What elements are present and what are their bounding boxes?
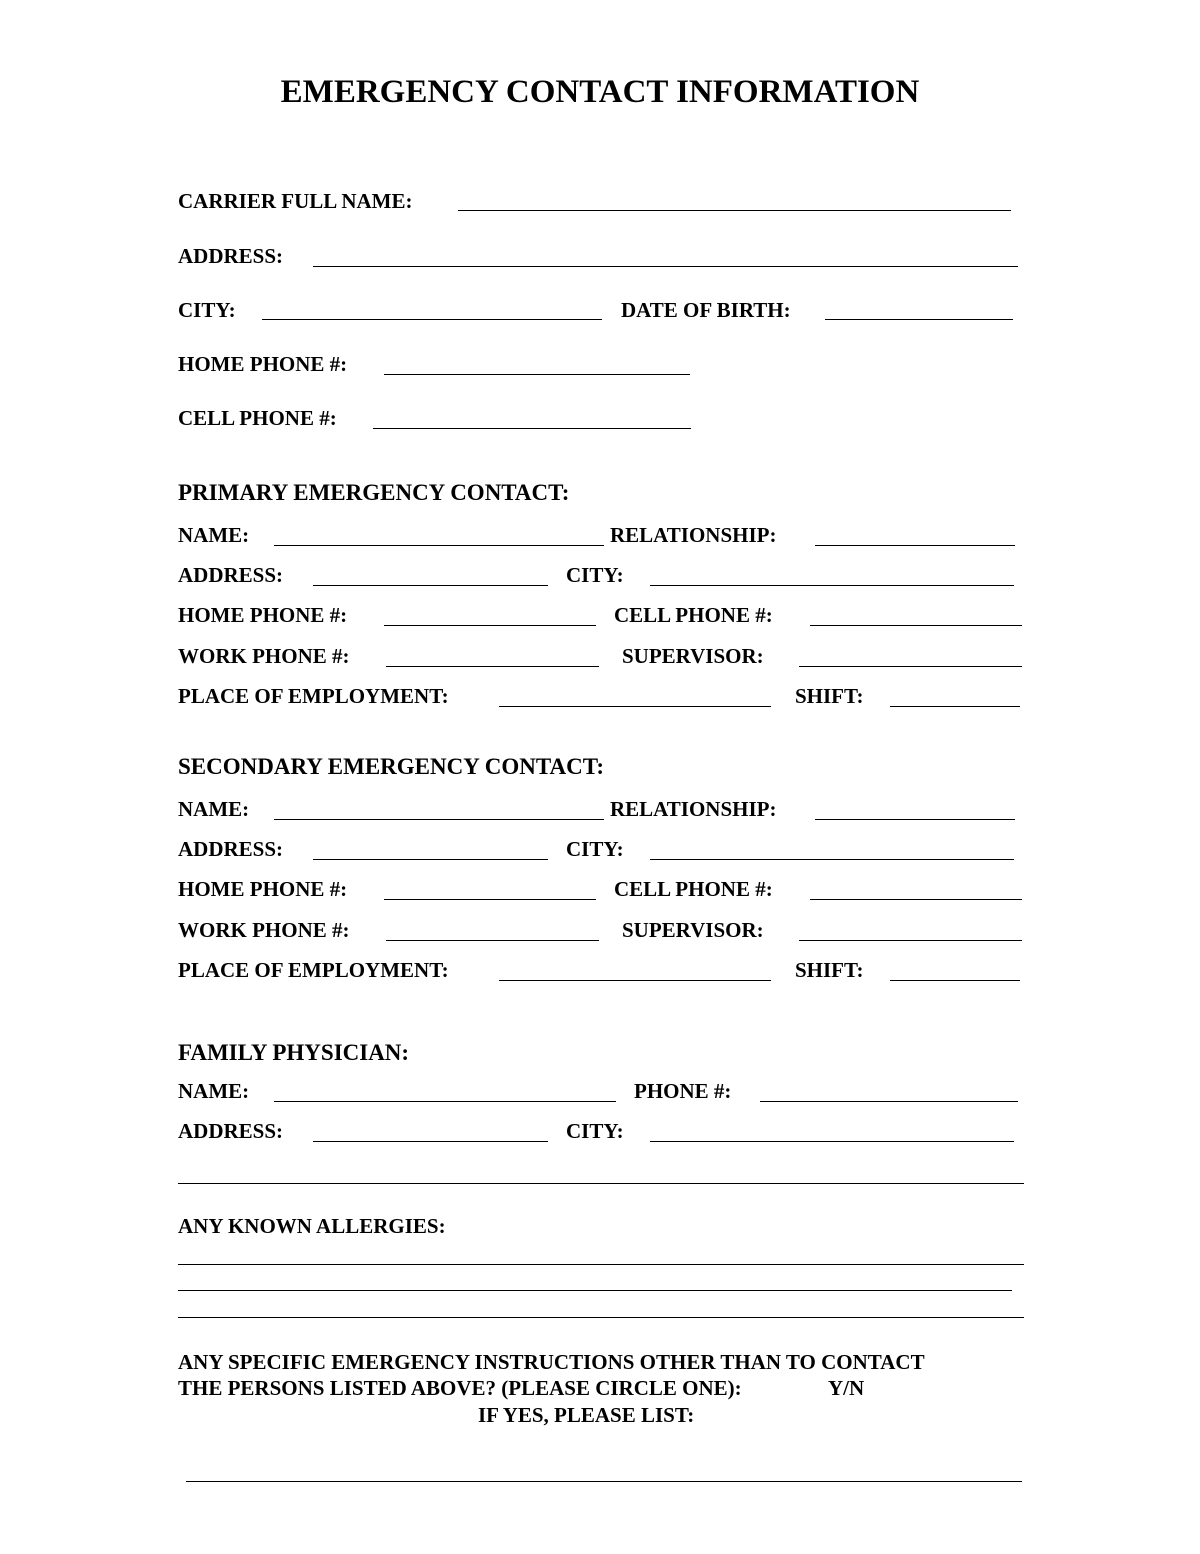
secondary-name-label: NAME: bbox=[178, 797, 250, 821]
primary-relationship-label: RELATIONSHIP: bbox=[610, 523, 777, 547]
primary-employment-label: PLACE OF EMPLOYMENT: bbox=[178, 684, 449, 708]
secondary-cell-phone-field[interactable] bbox=[810, 899, 1022, 900]
carrier-full-name-label: CARRIER FULL NAME: bbox=[178, 189, 413, 213]
secondary-cell-phone-label: CELL PHONE #: bbox=[614, 877, 773, 901]
secondary-home-phone-label: HOME PHONE #: bbox=[178, 877, 348, 901]
allergies-line-1[interactable] bbox=[178, 1264, 1024, 1265]
primary-supervisor-field[interactable] bbox=[799, 666, 1022, 667]
carrier-cell-phone-field[interactable] bbox=[373, 428, 691, 429]
primary-address-field[interactable] bbox=[313, 585, 548, 586]
secondary-employment-field[interactable] bbox=[499, 980, 771, 981]
secondary-city-field[interactable] bbox=[650, 859, 1014, 860]
page-title: EMERGENCY CONTACT INFORMATION bbox=[280, 74, 920, 110]
secondary-home-phone-field[interactable] bbox=[384, 899, 596, 900]
primary-employment-field[interactable] bbox=[499, 706, 771, 707]
primary-work-phone-label: WORK PHONE #: bbox=[178, 644, 350, 668]
physician-heading: FAMILY PHYSICIAN: bbox=[178, 1040, 410, 1065]
secondary-name-field[interactable] bbox=[274, 819, 604, 820]
primary-home-phone-label: HOME PHONE #: bbox=[178, 603, 348, 627]
secondary-work-phone-field[interactable] bbox=[386, 940, 599, 941]
secondary-supervisor-label: SUPERVISOR: bbox=[622, 918, 764, 942]
physician-address-field[interactable] bbox=[313, 1141, 548, 1142]
secondary-address-field[interactable] bbox=[313, 859, 548, 860]
physician-name-field[interactable] bbox=[274, 1101, 616, 1102]
carrier-dob-field[interactable] bbox=[825, 319, 1013, 320]
carrier-city-label: CITY: bbox=[178, 298, 236, 322]
secondary-city-label: CITY: bbox=[566, 837, 624, 861]
primary-work-phone-field[interactable] bbox=[386, 666, 599, 667]
primary-city-field[interactable] bbox=[650, 585, 1014, 586]
allergies-line-3[interactable] bbox=[178, 1317, 1024, 1318]
carrier-full-name-field[interactable] bbox=[458, 210, 1011, 211]
primary-name-field[interactable] bbox=[274, 545, 604, 546]
primary-home-phone-field[interactable] bbox=[384, 625, 596, 626]
physician-city-field[interactable] bbox=[650, 1141, 1014, 1142]
instructions-line-1: ANY SPECIFIC EMERGENCY INSTRUCTIONS OTHER THAN TO CONTACT bbox=[178, 1350, 925, 1374]
primary-shift-field[interactable] bbox=[890, 706, 1020, 707]
carrier-address-field[interactable] bbox=[313, 266, 1018, 267]
primary-contact-heading: PRIMARY EMERGENCY CONTACT: bbox=[178, 480, 570, 505]
secondary-relationship-field[interactable] bbox=[815, 819, 1015, 820]
carrier-home-phone-label: HOME PHONE #: bbox=[178, 352, 348, 376]
yes-no-choice[interactable]: Y/N bbox=[828, 1376, 865, 1400]
primary-relationship-field[interactable] bbox=[815, 545, 1015, 546]
physician-phone-label: PHONE #: bbox=[634, 1079, 732, 1103]
primary-shift-label: SHIFT: bbox=[795, 684, 864, 708]
instructions-list-line[interactable] bbox=[186, 1481, 1022, 1482]
secondary-contact-heading: SECONDARY EMERGENCY CONTACT: bbox=[178, 754, 604, 779]
primary-supervisor-label: SUPERVISOR: bbox=[622, 644, 764, 668]
primary-address-label: ADDRESS: bbox=[178, 563, 284, 587]
carrier-home-phone-field[interactable] bbox=[384, 374, 690, 375]
secondary-employment-label: PLACE OF EMPLOYMENT: bbox=[178, 958, 449, 982]
carrier-cell-phone-label: CELL PHONE #: bbox=[178, 406, 337, 430]
physician-city-label: CITY: bbox=[566, 1119, 624, 1143]
carrier-dob-label: DATE OF BIRTH: bbox=[621, 298, 791, 322]
secondary-supervisor-field[interactable] bbox=[799, 940, 1022, 941]
allergies-heading: ANY KNOWN ALLERGIES: bbox=[178, 1214, 446, 1238]
physician-address-label: ADDRESS: bbox=[178, 1119, 284, 1143]
primary-name-label: NAME: bbox=[178, 523, 250, 547]
primary-cell-phone-label: CELL PHONE #: bbox=[614, 603, 773, 627]
allergies-line-2[interactable] bbox=[178, 1290, 1012, 1291]
carrier-address-label: ADDRESS: bbox=[178, 244, 284, 268]
physician-name-label: NAME: bbox=[178, 1079, 250, 1103]
primary-cell-phone-field[interactable] bbox=[810, 625, 1022, 626]
instructions-line-2: THE PERSONS LISTED ABOVE? (PLEASE CIRCLE ONE): bbox=[178, 1376, 742, 1400]
instructions-line-3: IF YES, PLEASE LIST: bbox=[478, 1403, 695, 1427]
secondary-shift-label: SHIFT: bbox=[795, 958, 864, 982]
secondary-relationship-label: RELATIONSHIP: bbox=[610, 797, 777, 821]
secondary-work-phone-label: WORK PHONE #: bbox=[178, 918, 350, 942]
physician-phone-field[interactable] bbox=[760, 1101, 1018, 1102]
primary-city-label: CITY: bbox=[566, 563, 624, 587]
secondary-address-label: ADDRESS: bbox=[178, 837, 284, 861]
secondary-shift-field[interactable] bbox=[890, 980, 1020, 981]
physician-extra-line[interactable] bbox=[178, 1183, 1024, 1184]
carrier-city-field[interactable] bbox=[262, 319, 602, 320]
